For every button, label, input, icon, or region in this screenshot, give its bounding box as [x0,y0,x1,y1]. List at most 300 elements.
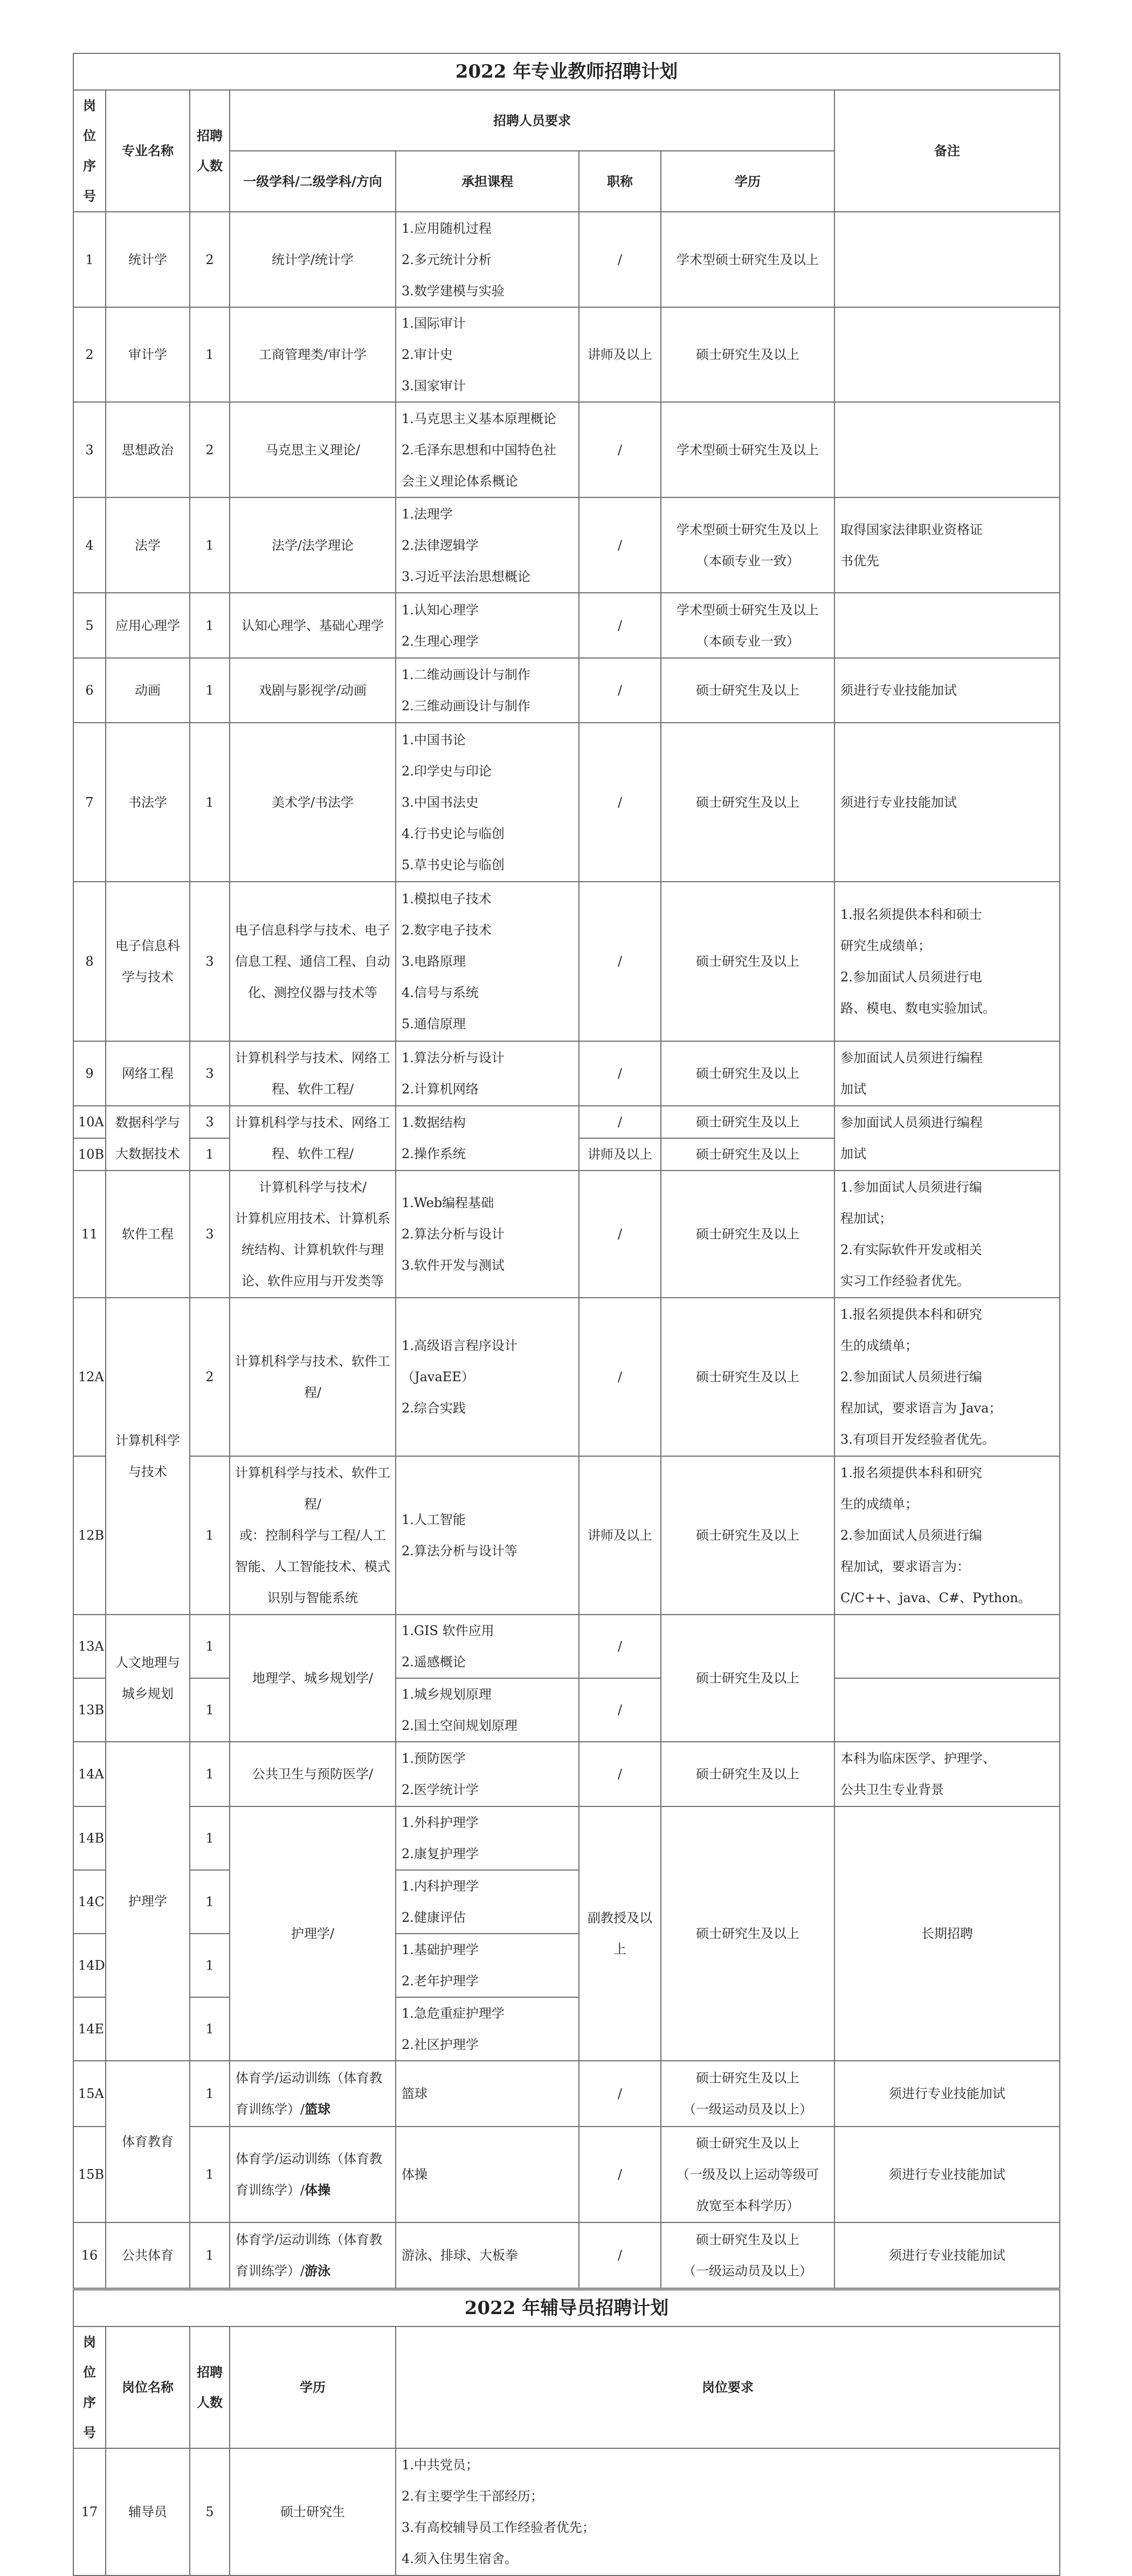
hire-count [190,2127,230,2222]
remarks [834,212,1060,307]
hire-count-line: 2 [205,252,214,267]
counselor-recruitment-table [73,2289,1060,2576]
post-requirements-line: 4.须入住男生宿舍。 [402,2551,517,2566]
discipline-line: 识别与智能系统 [267,1590,358,1605]
courses-line: 3.习近平法治思想概论 [402,569,530,584]
education-line: （本硕专业一致） [696,553,799,569]
job-title-line: / [617,1066,623,1081]
major-name [106,402,190,497]
post-no-line: 14E [78,2021,105,2037]
hire-count-line: 1 [205,2086,214,2101]
table-row [73,658,1060,723]
header-count [190,2326,230,2448]
table-row [73,307,1060,402]
hire-count-line: 1 [205,347,214,362]
courses-line: 2.社区护理学 [402,2037,479,2052]
courses-line: 1.外科护理学 [402,1815,479,1830]
remarks-line: 取得国家法律职业资格证 [840,522,983,537]
post-no-line: 2 [85,347,94,362]
courses-line: 1.内科护理学 [402,1879,479,1894]
header-discipline-line: 一级学科/二级学科/方向 [243,173,382,189]
education-line: 硕士研究生及以上 [696,1369,799,1384]
education [661,2222,834,2288]
courses-line: 2.三维动画设计与制作 [402,698,530,714]
discipline-line: 论、软件应用与开发类等 [241,1273,384,1289]
education [661,1806,834,2061]
courses [396,497,579,593]
education-line: 硕士研究生及以上 [696,1066,799,1081]
remarks-line: 生的成绩单； [840,1497,918,1512]
courses-line: 2.毛泽东思想和中国特色社 [402,442,556,458]
post-no-line: 10A [78,1114,104,1130]
remarks [834,402,1060,497]
discipline-line: 工商管理类/审计学 [258,347,367,362]
remarks-line: 路、模电、数电实验加试。 [840,1001,996,1016]
hire-count [190,1806,230,1870]
discipline-line: 电子信息科学与技术、电子 [235,923,390,938]
hire-count-line: 1 [205,1702,214,1718]
courses [396,402,579,497]
post-no [73,1138,106,1171]
job-title [579,1106,661,1138]
post-no-line: 7 [85,794,94,810]
header-requirements-line: 岗位要求 [702,2379,754,2395]
header-post-no [73,2326,106,2448]
post-no [73,723,106,882]
post-no-line: 14A [78,1767,104,1782]
education-line: 硕士研究生及以上 [696,2071,799,2086]
courses-line: 1.急危重症护理学 [402,2006,505,2021]
major-name [106,658,190,723]
discipline-line: 美术学/书法学 [271,794,354,810]
courses [396,2061,579,2127]
table-row [73,1456,1060,1615]
hire-count-line: 1 [205,1147,214,1162]
remarks-line: 1.报名须提供本科和研究 [840,1307,982,1322]
education-line: 硕士研究生及以上 [696,1227,799,1242]
hire-count [190,2222,230,2288]
remarks-line: 1.报名须提供本科和研究 [840,1465,982,1480]
education-line: 学术型硕士研究生及以上 [677,442,819,458]
major-name-line: 审计学 [128,347,167,362]
post-no-line: 5 [85,618,94,633]
hire-count-line: 3 [205,954,214,969]
job-title-line: / [617,2086,623,2101]
courses-line: 1.法理学 [402,506,453,522]
remarks [834,497,1060,593]
hire-count [190,723,230,882]
post-no [73,212,106,307]
post-no [73,1806,106,1870]
major-name [106,307,190,402]
courses-line: 3.软件开发与测试 [402,1258,505,1273]
post-no-line: 12B [78,1528,105,1543]
major-name [106,1742,190,2061]
job-title-line: / [617,683,623,698]
major-name-line: 体育教育 [122,2134,174,2149]
post-no-line: 12A [78,1369,104,1384]
discipline [230,497,396,593]
post-no [73,2127,106,2222]
header-count-line: 招聘 [197,2364,223,2380]
job-title-line: / [617,954,623,969]
major-name-line: 护理学 [128,1894,167,1909]
courses [396,723,579,882]
courses [396,1615,579,1678]
discipline [230,1041,396,1106]
education-line: 学术型硕士研究生及以上 [677,602,819,618]
remarks [834,593,1060,658]
hire-count [190,593,230,658]
job-title-line: / [617,442,623,458]
table-row [73,2127,1060,2222]
remarks-line: 2.参加面试人员须进行编 [840,1369,982,1384]
major-name [106,882,190,1041]
job-title-line: / [617,2248,623,2263]
discipline [230,1456,396,1615]
remarks-line: 长期招聘 [921,1926,974,1941]
header-education-line: 学历 [300,2379,326,2395]
job-title [579,1456,661,1615]
header-remarks-line: 备注 [934,143,961,158]
education [661,1615,834,1742]
major-name-line: 动画 [135,683,161,698]
education [661,2061,834,2127]
hire-count-line: 5 [205,2504,214,2519]
post-requirements-line: 1.中共党员； [402,2457,479,2473]
remarks-line: 加试 [840,1146,866,1161]
hire-count [190,1041,230,1106]
courses [396,1742,579,1806]
discipline [230,882,396,1041]
post-no [73,2222,106,2288]
discipline-line: 程、软件工程/ [271,1146,354,1161]
courses-line: 2.遥感概论 [402,1654,466,1670]
post-no-line: 3 [85,442,94,458]
job-title-line: 讲师及以上 [588,347,652,362]
education [661,1742,834,1806]
table-row [73,212,1060,307]
major-name-line: 人文地理与 [115,1655,180,1670]
discipline-line: 计算机科学与技术/ [258,1180,367,1195]
discipline-line: 信息工程、通信工程、自动 [235,954,390,969]
post-no-line: 16 [81,2248,98,2263]
table-row [73,1742,1060,1806]
hire-count [190,402,230,497]
courses [396,1997,579,2061]
discipline-line: 认知心理学、基础心理学 [241,618,384,633]
remarks-line: 2.参加面试人员须进行电 [840,970,982,985]
courses-line: 1.Web编程基础 [402,1195,494,1210]
hire-count [190,882,230,1041]
counselor-plan-title [73,2290,1060,2326]
post-no [73,1298,106,1456]
discipline-line: 护理学/ [291,1926,335,1941]
header-title-line: 职称 [607,173,633,189]
courses-line: 会主义理论体系概论 [402,473,518,489]
table-row [73,2448,1060,2575]
courses-line: 1.中国书论 [402,732,466,747]
courses-line: 篮球 [402,2086,427,2101]
remarks [834,1171,1060,1298]
job-title [579,1138,661,1171]
table-row [73,2326,1060,2448]
remarks [834,882,1060,1041]
job-title-line: / [617,2167,623,2182]
discipline-line: 法学/法学理论 [271,537,354,553]
remarks-line: 2.有实际软件开发或相关 [840,1242,982,1257]
major-name-line: 与技术 [128,1464,167,1479]
header-requirements-line: 招聘人员要求 [493,112,571,128]
discipline [230,212,396,307]
education-line: 硕士研究生及以上 [696,1767,799,1782]
teacher-recruitment-table [73,53,1060,2289]
education [661,882,834,1041]
job-title-line: 讲师及以上 [588,1147,652,1162]
hire-count-line: 1 [205,1767,214,1782]
remarks-line: 加试 [840,1082,866,1097]
education [661,402,834,497]
post-no [73,1041,106,1106]
major-name-line: 软件工程 [122,1227,174,1242]
major-name [106,1298,190,1615]
major-name-line: 学与技术 [122,970,174,985]
courses-line: 3.电路原理 [402,954,466,969]
courses-line: 1.国际审计 [402,316,466,331]
remarks-line: 公共卫生专业背景 [840,1782,944,1797]
courses-line: 1.高级语言程序设计 [402,1338,517,1353]
discipline-line: 计算机应用技术、计算机系 [235,1211,390,1226]
remarks-line: 生的成绩单； [840,1338,918,1353]
table-row [73,90,1060,151]
education-line: 硕士研究生及以上 [696,1528,799,1543]
courses-line: 1.算法分析与设计 [402,1050,505,1065]
post-no-line: 10B [78,1147,105,1162]
header-title [579,151,661,212]
teacher-plan-title [73,53,1060,90]
major-name [106,2222,190,2288]
post-no-line: 9 [85,1066,94,1081]
job-title-line: / [617,618,623,633]
hire-count-line: 3 [205,1227,214,1242]
table-row [73,1171,1060,1298]
post-no [73,1171,106,1298]
discipline-bold: 篮球 [305,2101,331,2117]
post-no-line: 1 [85,252,94,267]
post-no [73,2448,106,2575]
discipline-line: 体育学/运动训练（体育教 [236,2232,383,2247]
job-title [579,307,661,402]
courses-line: 体操 [402,2167,427,2182]
discipline-line: 程/ [303,1497,322,1512]
major-name-line: 网络工程 [122,1066,174,1081]
post-requirements [396,2448,1060,2575]
hire-count-line: 1 [205,1958,214,1973]
remarks-line: C/C++、java、C#、Python。 [840,1590,1031,1605]
discipline [230,1298,396,1456]
header-count-line: 人数 [197,2394,223,2410]
job-title-line: 副教授及以 [588,1910,652,1926]
education-line: 硕士研究生及以上 [696,1114,799,1130]
courses-line: 1.城乡规划原理 [402,1687,492,1702]
education-line: 硕士研究生及以上 [696,1147,799,1162]
major-name-line: 书法学 [128,794,167,810]
courses [396,307,579,402]
courses-line: 1.数据结构 [402,1115,466,1130]
job-title [579,1806,661,2061]
post-no-line: 4 [85,537,94,553]
remarks [834,1106,1060,1171]
job-title-line: / [617,1767,623,1782]
courses [396,212,579,307]
courses-line: 2.老年护理学 [402,1973,479,1989]
education-line: 硕士研究生及以上 [696,347,799,362]
courses-line: 1.应用随机过程 [402,220,492,236]
courses [396,1678,579,1742]
hire-count-line: 1 [205,618,214,633]
hire-count [190,1742,230,1806]
major-name [106,1171,190,1298]
education [661,658,834,723]
job-title-line: / [617,1639,623,1654]
hire-count-line: 2 [205,1369,214,1384]
courses-line: 1.认知心理学 [402,602,479,618]
education [661,1171,834,1298]
courses-line: 2.健康评估 [402,1910,466,1925]
header-courses-line: 承担课程 [461,173,513,189]
remarks-line: 程加试，要求语言为 Java； [840,1401,1002,1416]
post-no-line: 13B [78,1702,105,1718]
discipline [230,307,396,402]
header-post-no-line: 岗位 [83,2334,96,2380]
courses-line: 2.多元统计分析 [402,252,492,267]
remarks-line: 须进行专业技能加试 [840,683,957,698]
remarks-line: 须进行专业技能加试 [840,794,957,810]
header-requirements [230,90,834,151]
remarks [834,1041,1060,1106]
courses-line: 3.国家审计 [402,378,466,393]
remarks [834,658,1060,723]
discipline [230,593,396,658]
table-row [73,2061,1060,2127]
courses [396,1870,579,1934]
table-row [73,593,1060,658]
remarks-line: 1.报名须提供本科和硕士 [840,907,982,922]
job-title [579,1678,661,1742]
courses [396,882,579,1041]
post-no [73,882,106,1041]
courses-line: 2.印学史与印论 [402,763,492,779]
major-name [106,1041,190,1106]
discipline [230,2061,396,2127]
courses-line: 1.马克思主义基本原理概论 [402,411,556,426]
post-no-line: 6 [85,683,94,698]
job-title-line: / [617,537,623,553]
job-title-line: / [617,794,623,810]
hire-count [190,1678,230,1742]
job-title [579,1041,661,1106]
courses-line: 2.数字电子技术 [402,923,492,938]
hire-count-line: 1 [205,2021,214,2037]
header-major-line: 专业名称 [122,143,174,158]
courses-line: （JavaEE） [402,1369,474,1384]
discipline-line: 计算机科学与技术、软件工 [235,1465,390,1480]
education [661,307,834,402]
hire-count [190,1171,230,1298]
remarks-line: 须进行专业技能加试 [889,2167,1006,2182]
discipline-line: 马克思主义理论/ [265,442,361,458]
courses-line: 1.GIS 软件应用 [402,1623,494,1638]
post-no [73,402,106,497]
discipline-line: 体育学/运动训练（体育教 [236,2071,383,2086]
education [661,1041,834,1106]
discipline-line: 计算机科学与技术、网络工 [235,1050,390,1065]
major-name [106,1106,190,1171]
post-no [73,497,106,593]
hire-count-line: 3 [205,1066,214,1081]
post-no [73,2061,106,2127]
hire-count-line: 2 [205,442,214,458]
education [661,212,834,307]
discipline [230,723,396,882]
remarks-line: 参加面试人员须进行编程 [840,1050,983,1065]
remarks-line: 本科为临床医学、护理学、 [840,1751,996,1766]
remarks-line: 研究生成绩单； [840,938,931,953]
post-no [73,1870,106,1934]
job-title [579,2222,661,2288]
discipline-line: 育训练学）/篮球 [236,2101,331,2117]
education-line: 学术型硕士研究生及以上 [677,252,819,267]
remarks [834,2222,1060,2288]
hire-count-line: 1 [205,2248,214,2263]
job-title-line: 讲师及以上 [588,1528,652,1543]
hire-count-line: 1 [205,1528,214,1543]
table-row [73,723,1060,882]
job-title [579,723,661,882]
post-no [73,307,106,402]
remarks-line: 2.参加面试人员须进行编 [840,1528,982,1543]
major-name-line: 统计学 [128,252,167,267]
courses [396,658,579,723]
hire-count [190,1298,230,1456]
job-title [579,212,661,307]
hire-count-line: 1 [205,2167,214,2182]
hire-count [190,1106,230,1138]
table-row [73,882,1060,1041]
education [230,2448,396,2575]
discipline [230,2222,396,2288]
education [661,497,834,593]
courses [396,1934,579,1997]
education-line: 硕士研究生及以上 [696,2136,799,2151]
courses-line: 2.生理心理学 [402,633,479,649]
major-name-line: 应用心理学 [115,618,180,633]
education-line: （本硕专业一致） [696,633,799,649]
remarks [834,2061,1060,2127]
job-title [579,2061,661,2127]
post-no-line: 8 [85,954,94,969]
remarks-line: 须进行专业技能加试 [889,2248,1006,2263]
major-name-line: 电子信息科 [115,938,180,953]
discipline-line: 育训练学）/游泳 [236,2263,331,2279]
education [661,723,834,882]
post-no-line: 15A [78,2086,104,2101]
header-post-name [106,2326,190,2448]
education-line: （一级运动员及以上） [683,2263,812,2279]
education-line: 学术型硕士研究生及以上 [677,522,819,537]
education-line: 硕士研究生及以上 [696,794,799,810]
remarks [834,1806,1060,2061]
